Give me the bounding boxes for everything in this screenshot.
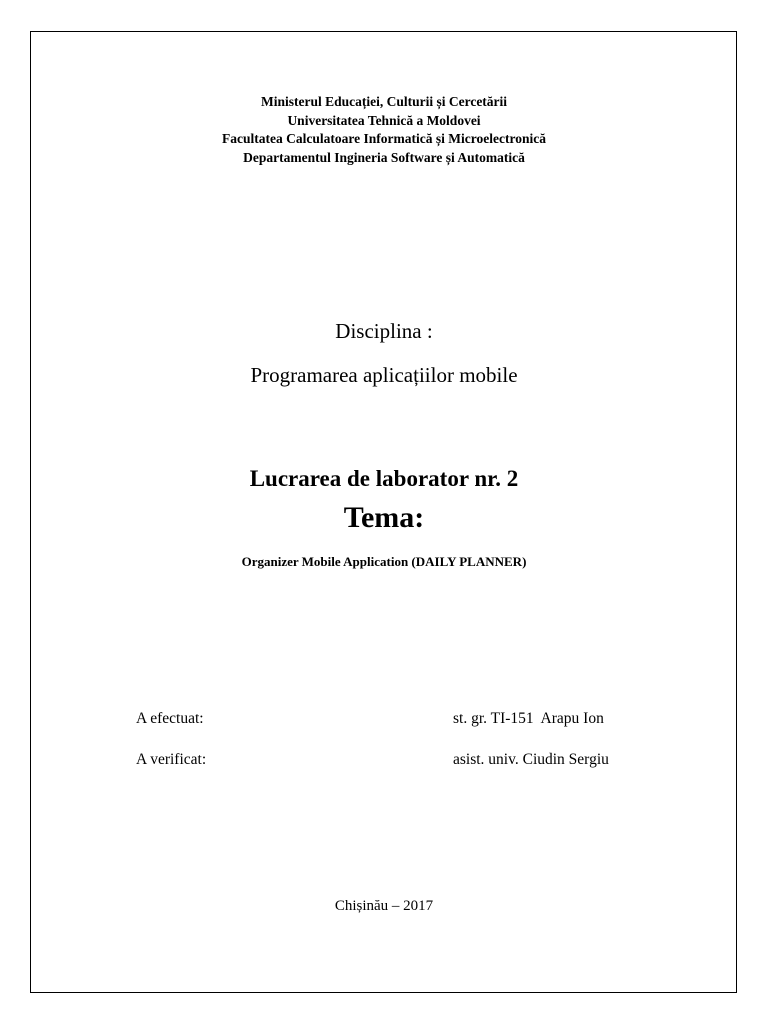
performed-by-label: A efectuat: (136, 710, 204, 727)
lab-title: Lucrarea de laborator nr. 2 (249, 466, 519, 491)
discipline-name: Programarea aplicațiilor mobile (250, 363, 518, 387)
lab-topic: Organizer Mobile Application (DAILY PLANNER) (241, 554, 527, 569)
verified-by-label: A verificat: (136, 751, 207, 768)
university-line: Universitatea Tehnică a Moldovei (287, 112, 481, 128)
institution-header (0, 93, 768, 167)
place-date: Chișinău – 2017 (334, 898, 434, 914)
performed-by-value: st. gr. TI-151 Arapu Ion (453, 710, 604, 727)
department-line: Departamentul Ingineria Software și Automatică (243, 149, 525, 165)
tema-heading: Tema: (343, 501, 425, 534)
faculty-line: Facultatea Calculatoare Informatică și Microelectronică (222, 131, 546, 146)
ministry-line: Ministerul Educației, Culturii și Cercetării (260, 94, 508, 109)
discipline-label: Disciplina : (335, 319, 433, 343)
verified-by-value: asist. univ. Ciudin Sergiu (453, 751, 609, 768)
